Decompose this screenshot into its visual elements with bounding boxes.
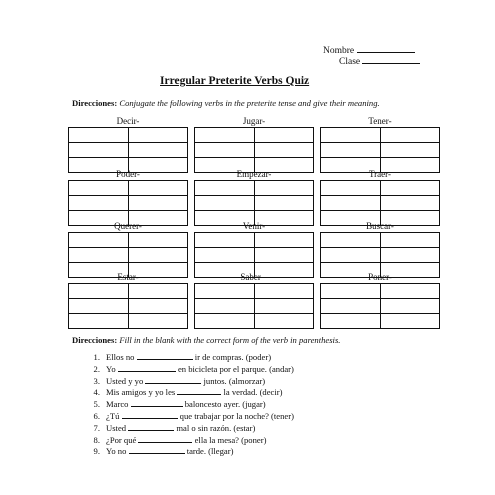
grid-row	[195, 248, 313, 263]
grid-row	[69, 233, 187, 248]
question-suffix: que trabajar por la noche? (tener)	[177, 411, 294, 421]
answer-cell[interactable]	[195, 143, 255, 157]
question-item	[86, 422, 255, 433]
question-prefix: ¿Por qué	[106, 434, 139, 445]
answer-cell[interactable]	[129, 299, 188, 313]
grid-row	[321, 128, 439, 143]
answer-cell[interactable]	[381, 248, 440, 262]
answer-blank[interactable]	[118, 363, 176, 372]
answer-cell[interactable]	[129, 314, 188, 328]
answer-cell[interactable]	[255, 128, 314, 142]
answer-cell[interactable]	[129, 143, 188, 157]
answer-cell[interactable]	[321, 314, 381, 328]
answer-cell[interactable]	[195, 248, 255, 262]
conjugation-grid	[68, 180, 188, 226]
answer-cell[interactable]	[195, 128, 255, 142]
question-item	[86, 375, 265, 386]
directions-text: Conjugate the following verbs in the preterite tense and give their meaning.	[119, 98, 380, 108]
grid-row	[195, 314, 313, 328]
answer-cell[interactable]	[321, 128, 381, 142]
grid-row	[321, 248, 439, 263]
question-prefix: ¿Tú	[106, 411, 122, 421]
question-suffix: ir de compras. (poder)	[192, 352, 272, 362]
question-prefix: Marco	[106, 399, 131, 410]
grid-row	[195, 284, 313, 299]
verb-label: Querer-	[114, 221, 142, 231]
answer-cell[interactable]	[321, 233, 381, 247]
question-suffix: ella la mesa? (poner)	[192, 434, 267, 445]
answer-cell[interactable]	[129, 233, 188, 247]
answer-cell[interactable]	[69, 248, 129, 262]
answer-cell[interactable]	[255, 299, 314, 313]
grid-row	[69, 143, 187, 158]
answer-cell[interactable]	[195, 314, 255, 328]
question-item	[86, 410, 294, 421]
question-suffix: la verdad. (decir)	[221, 387, 283, 398]
answer-cell[interactable]	[381, 143, 440, 157]
page-title: Irregular Preterite Verbs Quiz	[160, 75, 310, 87]
question-item	[86, 363, 294, 374]
question-suffix: baloncesto ayer. (jugar)	[182, 399, 266, 410]
verb-label: Traer-	[369, 169, 391, 179]
grid-row	[69, 128, 187, 143]
answer-cell[interactable]	[69, 128, 129, 142]
answer-cell[interactable]	[69, 314, 129, 328]
question-suffix: en bicicleta por el parque. (andar)	[175, 363, 294, 374]
grid-row	[69, 284, 187, 299]
question-number: 9.	[93, 446, 100, 457]
answer-cell[interactable]	[195, 196, 255, 210]
question-item	[86, 434, 266, 445]
clase-label: Clase	[339, 57, 361, 67]
answer-blank[interactable]	[128, 422, 174, 431]
answer-cell[interactable]	[69, 299, 129, 313]
conjugation-grid	[194, 283, 314, 329]
conjugation-grid	[194, 127, 314, 173]
question-item	[86, 386, 282, 397]
question-item	[86, 351, 271, 362]
grid-row	[69, 314, 187, 328]
answer-cell[interactable]	[321, 248, 381, 262]
answer-cell[interactable]	[255, 196, 314, 210]
answer-cell[interactable]	[321, 143, 381, 157]
grid-row	[195, 143, 313, 158]
verb-label: Tener-	[368, 116, 392, 126]
verb-label: Decir-	[116, 116, 140, 126]
answer-cell[interactable]	[69, 284, 129, 298]
answer-cell[interactable]	[321, 284, 381, 298]
question-suffix: tarde. (llegar)	[184, 446, 234, 457]
grid-row	[321, 314, 439, 328]
grid-row	[195, 181, 313, 196]
question-prefix: Usted y yo	[106, 375, 146, 386]
clase-field	[339, 54, 420, 68]
answer-cell[interactable]	[69, 233, 129, 247]
answer-cell[interactable]	[129, 196, 188, 210]
conjugation-grid	[320, 127, 440, 173]
question-number: 1.	[93, 352, 100, 362]
conjugation-grid	[68, 283, 188, 329]
question-number: 4.	[93, 387, 100, 398]
question-prefix: Yo no	[106, 446, 129, 457]
grid-row	[321, 284, 439, 299]
answer-blank[interactable]	[145, 375, 201, 384]
verb-label: Poder-	[116, 169, 140, 179]
verb-label: Empezar-	[236, 169, 272, 179]
answer-cell[interactable]	[129, 284, 188, 298]
verb-label: Poner-	[368, 272, 392, 282]
answer-cell[interactable]	[129, 128, 188, 142]
answer-cell[interactable]	[255, 248, 314, 262]
answer-cell[interactable]	[69, 196, 129, 210]
grid-row	[321, 233, 439, 248]
grid-row	[195, 128, 313, 143]
clase-blank[interactable]	[362, 54, 420, 64]
nombre-label: Nombre	[323, 46, 355, 56]
grid-row	[195, 196, 313, 211]
answer-cell[interactable]	[381, 314, 440, 328]
conjugation-grid	[194, 180, 314, 226]
directions-label: Direcciones:	[72, 335, 118, 345]
answer-cell[interactable]	[381, 181, 440, 195]
answer-cell[interactable]	[69, 143, 129, 157]
grid-row	[69, 299, 187, 314]
question-number: 7.	[93, 422, 100, 433]
answer-cell[interactable]	[255, 143, 314, 157]
answer-cell[interactable]	[195, 233, 255, 247]
answer-cell[interactable]	[195, 284, 255, 298]
question-suffix: mal o sin razón. (estar)	[174, 422, 256, 433]
question-suffix: juntos. (almorzar)	[201, 375, 266, 386]
grid-row	[69, 181, 187, 196]
answer-blank[interactable]	[177, 386, 221, 395]
question-item	[86, 398, 266, 409]
answer-cell[interactable]	[381, 299, 440, 313]
grid-row	[321, 143, 439, 158]
question-number: 2.	[93, 363, 100, 374]
answer-cell[interactable]	[381, 128, 440, 142]
question-number: 5.	[93, 399, 100, 410]
answer-blank[interactable]	[122, 410, 178, 419]
answer-cell[interactable]	[195, 181, 255, 195]
grid-row	[195, 233, 313, 248]
answer-cell[interactable]	[321, 181, 381, 195]
answer-cell[interactable]	[129, 248, 188, 262]
answer-cell[interactable]	[381, 196, 440, 210]
question-item	[86, 445, 233, 456]
grid-row	[321, 181, 439, 196]
answer-cell[interactable]	[381, 284, 440, 298]
question-number: 8.	[93, 434, 100, 445]
answer-cell[interactable]	[255, 181, 314, 195]
verb-label: Saber –	[240, 272, 268, 282]
answer-blank[interactable]	[138, 434, 192, 443]
question-number: 3.	[93, 375, 100, 386]
answer-blank[interactable]	[137, 351, 193, 360]
answer-cell[interactable]	[195, 299, 255, 313]
nombre-blank[interactable]	[357, 43, 415, 53]
answer-cell[interactable]	[321, 299, 381, 313]
question-prefix: Ellos no	[106, 352, 137, 362]
question-number: 6.	[93, 411, 100, 421]
grid-row	[321, 299, 439, 314]
conjugation-grid	[320, 180, 440, 226]
answer-blank[interactable]	[131, 398, 183, 407]
answer-cell[interactable]	[129, 181, 188, 195]
question-prefix: Usted	[106, 422, 129, 433]
grid-row	[321, 196, 439, 211]
verb-label: Venir-	[242, 221, 266, 231]
answer-cell[interactable]	[255, 284, 314, 298]
question-prefix: Yo	[106, 363, 118, 374]
verb-label: Buscar-	[366, 221, 394, 231]
answer-cell[interactable]	[321, 196, 381, 210]
directions-fill-in	[72, 335, 340, 345]
directions-conjugate	[72, 98, 380, 108]
grid-row	[69, 196, 187, 211]
conjugation-grid	[320, 283, 440, 329]
answer-cell[interactable]	[381, 233, 440, 247]
question-prefix: Mis amigos y yo les	[106, 387, 178, 398]
answer-cell[interactable]	[255, 233, 314, 247]
directions-label: Direcciones:	[72, 98, 118, 108]
verb-label: Jugar-	[242, 116, 266, 126]
grid-row	[69, 248, 187, 263]
answer-cell[interactable]	[69, 181, 129, 195]
conjugation-grid	[68, 127, 188, 173]
answer-blank[interactable]	[129, 445, 185, 454]
answer-cell[interactable]	[255, 314, 314, 328]
verb-label: Estar-	[117, 272, 139, 282]
grid-row	[195, 299, 313, 314]
directions-text: Fill in the blank with the correct form of the verb in parenthesis.	[119, 335, 341, 345]
